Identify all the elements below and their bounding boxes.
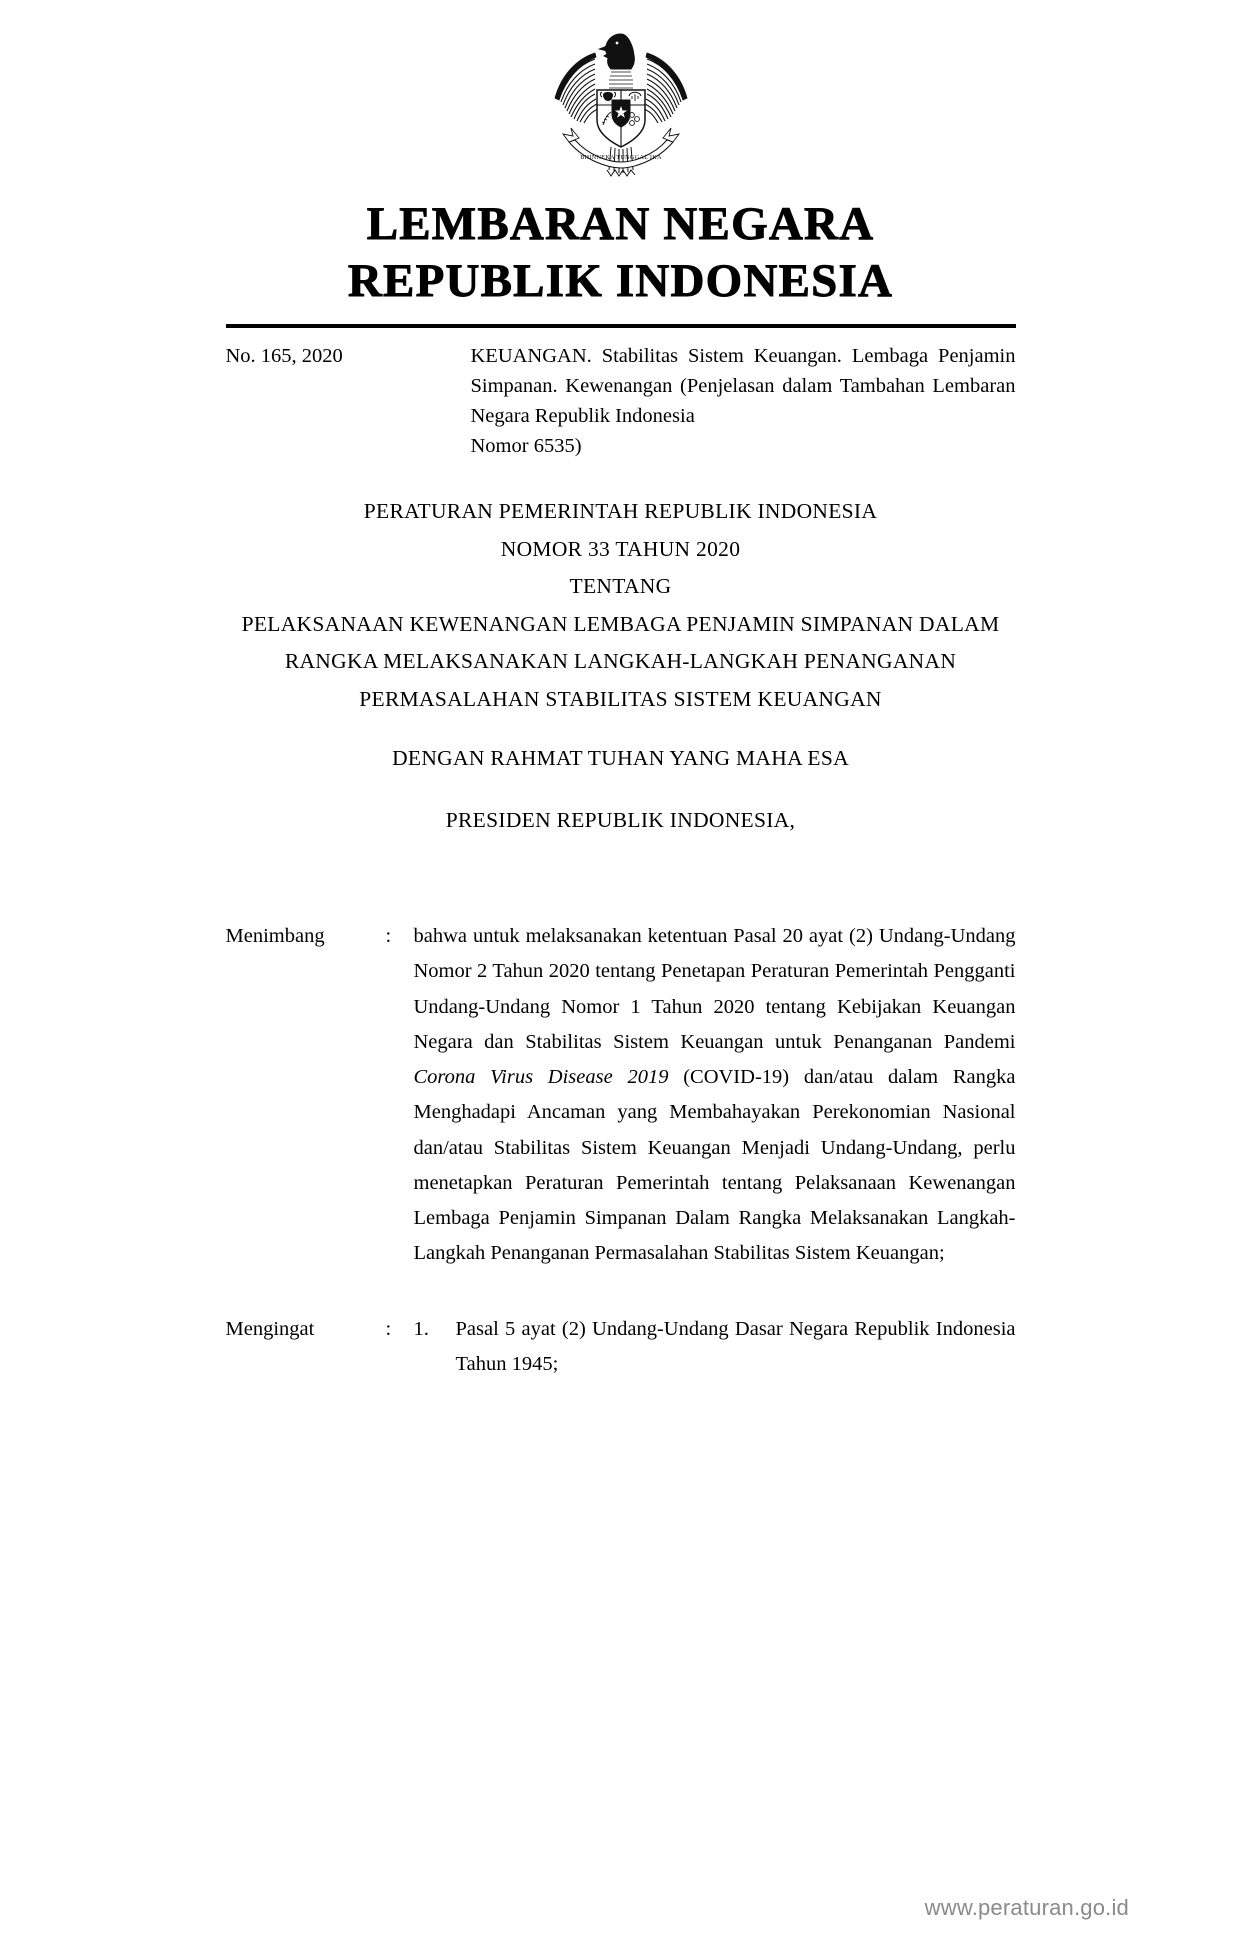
regulation-title-block: [121, 461, 1121, 831]
title-line-6: PERMASALAHAN STABILITAS SISTEM KEUANGAN: [359, 686, 882, 711]
entry-menimbang: [226, 919, 1016, 1272]
emblem-container: [0, 0, 1241, 180]
title-line-5: RANGKA MELAKSANAKAN LANGKAH-LANGKAH PENANGANAN: [284, 649, 957, 674]
masthead-line-1: LEMBARAN NEGARA: [366, 198, 875, 250]
mengingat-list: [414, 1312, 1016, 1383]
mengingat-item-number: 1.: [413, 1317, 429, 1340]
title-spacer-2: [121, 786, 1121, 810]
mengingat-colon: :: [385, 1317, 392, 1340]
menimbang-label: Menimbang: [225, 925, 325, 948]
gazette-subject-block: [471, 341, 1016, 462]
menimbang-colon: :: [385, 925, 392, 948]
entry-mengingat: [226, 1312, 1016, 1383]
menimbang-text-part2: (COVID-19) dan/atau dalam Rangka Menghadapi Ancaman yang Membahayakan Perekonomian Nasional dan/atau Stabilitas Sistem Keuangan Menjadi Undang-Undang, perlu menetapkan Peraturan Pemerintah tentang Pelaksanaan Kewenangan Lembaga Penjamin Simpanan Dalam Rangka Melaksanakan Langkah-Langkah Penanganan Permasalahan Stabilitas Sistem Keuangan;: [413, 1066, 1016, 1265]
svg-text:BHINNEKA TUNGGAL IKA: BHINNEKA TUNGGAL IKA: [579, 154, 662, 161]
masthead: [0, 196, 1241, 311]
footer-watermark: www.peraturan.go.id: [924, 1895, 1129, 1920]
title-line-4: PELAKSANAAN KEWENANGAN LEMBAGA PENJAMIN SIMPANAN DALAM: [241, 611, 1000, 636]
garuda-pancasila-emblem: [533, 20, 709, 180]
gazette-subject-last-line: Nomor 6535): [470, 435, 582, 458]
title-line-2: NOMOR 33 TAHUN 2020: [500, 536, 741, 561]
menimbang-text-part1: bahwa untuk melaksanakan ketentuan Pasal 20 ayat (2) Undang-Undang Nomor 2 Tahun 2020 tentang Penetapan Peraturan Pemerintah Pengganti Undang-Undang Nomor 1 Tahun 2020 tentang Kebijakan Keuangan Negara dan Stabilitas Sistem Keuangan untuk Penanganan Pandemi: [413, 925, 1016, 1053]
mengingat-item-text: Pasal 5 ayat (2) Undang-Undang Dasar Negara Republik Indonesia Tahun 1945;: [455, 1317, 1016, 1375]
title-spacer-1: [121, 726, 1121, 748]
menimbang-text-italic: Corona Virus Disease 2019: [413, 1066, 669, 1089]
menimbang-text: [414, 919, 1016, 1272]
title-line-3: TENTANG: [569, 574, 672, 599]
gazette-subject-text: KEUANGAN. Stabilitas Sistem Keuangan. Lembaga Penjamin Simpanan. Kewenangan (Penjelasan dalam Tambahan Lembaran Negara Republik Indonesia: [470, 344, 1016, 427]
mengingat-label: Mengingat: [225, 1317, 315, 1340]
title-line-1: PERATURAN PEMERINTAH REPUBLIK INDONESIA: [363, 499, 878, 524]
title-blessing: DENGAN RAHMAT TUHAN YANG MAHA ESA: [392, 746, 849, 771]
masthead-line-2: REPUBLIK INDONESIA: [347, 255, 894, 308]
title-authority: PRESIDEN REPUBLIK INDONESIA,: [445, 807, 796, 832]
regulation-body: [226, 847, 1016, 1382]
gazette-issue-number: No. 165, 2020: [225, 344, 343, 367]
gazette-header-row: [226, 328, 1016, 462]
